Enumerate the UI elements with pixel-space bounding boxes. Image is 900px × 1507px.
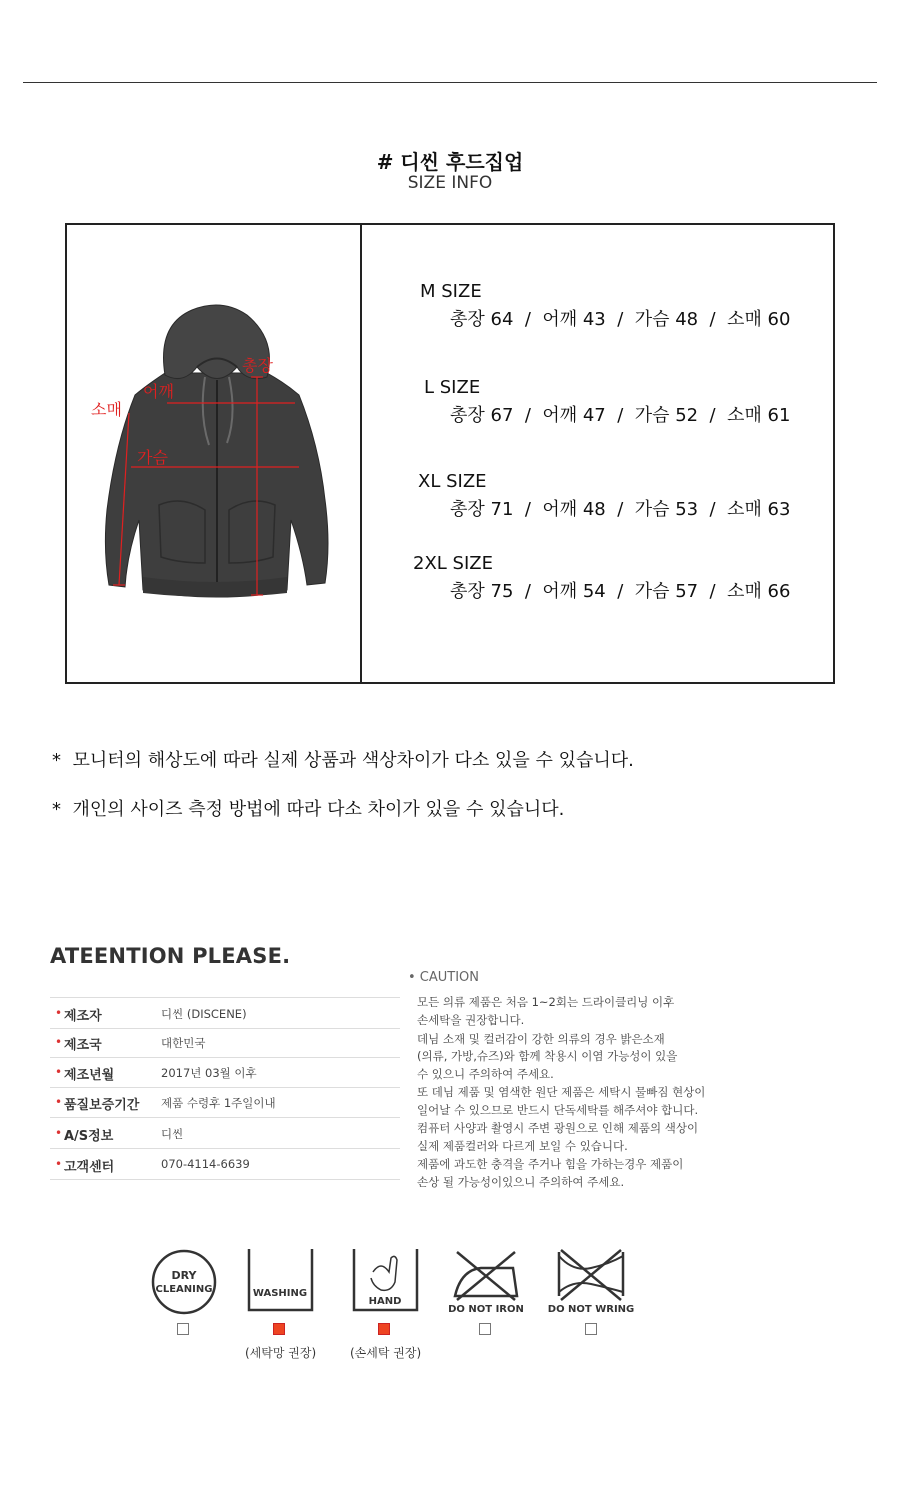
info-value: 070-4114-6639 [161,1157,250,1171]
info-row-customer-center [50,1149,400,1180]
dry-cleaning-icon [148,1246,220,1318]
info-value: 대한민국 [161,1036,206,1050]
info-label: A/S정보 [64,1129,114,1144]
note-monitor: * 모니터의 해상도에 따라 실제 상품과 색상차이가 다소 있을 수 있습니다. [52,750,634,771]
hoodie-diagram [87,295,347,605]
caution-line: 손상 될 가능성이있으니 주의하여 주세요. [417,1175,625,1189]
info-label: 제조국 [64,1038,102,1053]
size-name-l: L SIZE [424,377,481,398]
note-measurement: * 개인의 사이즈 측정 방법에 따라 다소 차이가 있을 수 있습니다. [52,799,565,820]
dry-cleaning-checkbox [177,1323,189,1335]
info-label: 제조자 [64,1009,102,1024]
bullet-icon: • [55,1126,63,1140]
bullet-icon: • [55,1065,63,1079]
info-row-date [50,1057,400,1088]
size-name-2xl: 2XL SIZE [413,553,493,574]
do-not-wring-checkbox [585,1323,597,1335]
size-table [65,223,835,684]
bullet-icon: • [55,1006,63,1020]
bullet-icon: • [55,1095,63,1109]
hand-wash-caption: (손세탁 권장) [350,1346,422,1360]
caution-line: 손세탁을 권장합니다. [417,1013,525,1027]
info-label: 고객센터 [64,1160,115,1175]
chest-label: 가슴 [137,448,168,467]
svg-text:WASHING: WASHING [252,1288,308,1299]
info-row-country [50,1027,400,1058]
bullet-icon: • [55,1157,63,1171]
product-title: # 디씬 후드집업 [376,150,524,174]
section-subtitle: SIZE INFO [407,173,493,193]
size-measurements-l: 총장 67 / 어깨 47 / 가슴 52 / 소매 61 [450,405,791,426]
caution-line: 데님 소재 및 컬러감이 강한 의류의 경우 밝은소재 [417,1032,665,1046]
caution-line: 모든 의류 제품은 처음 1~2회는 드라이클리닝 이후 [417,995,675,1009]
caution-line: 수 있으니 주의하여 주세요. [417,1067,554,1081]
do-not-wring-icon [547,1246,635,1318]
washing-checkbox [273,1323,285,1335]
size-measurements-2xl: 총장 75 / 어깨 54 / 가슴 57 / 소매 66 [450,581,791,602]
info-value: 2017년 03월 이후 [161,1066,257,1080]
info-label: 품질보증기간 [64,1098,140,1113]
info-row-manufacturer [50,997,400,1029]
do-not-iron-icon [448,1246,524,1318]
size-name-xl: XL SIZE [418,471,487,492]
svg-text:HAND: HAND [368,1296,402,1307]
svg-text:DO NOT WRING: DO NOT WRING [547,1304,635,1315]
caution-line: (의류, 가방,슈즈)와 함께 착용시 이염 가능성이 있을 [417,1049,678,1063]
caution-line: 제품에 과도한 충격을 주거나 힘을 가하는경우 제품이 [417,1157,684,1171]
size-name-m: M SIZE [420,281,482,302]
info-row-as [50,1118,400,1149]
hand-wash-icon [351,1246,421,1316]
table-divider [360,225,362,682]
length-label: 총장 [242,356,273,375]
info-value: 디씬 [161,1127,184,1141]
size-measurements-xl: 총장 71 / 어깨 48 / 가슴 53 / 소매 63 [450,499,791,520]
hand-wash-checkbox [378,1323,390,1335]
caution-line: 또 데님 제품 및 염색한 원단 제품은 세탁시 물빠짐 현상이 [417,1085,706,1099]
svg-text:DRY: DRY [171,1269,197,1282]
caution-line: 일어날 수 있으므로 반드시 단독세탁를 해주셔야 합니다. [417,1103,699,1117]
washing-icon [246,1246,316,1316]
sleeve-label: 소매 [91,400,122,419]
info-row-warranty [50,1087,400,1118]
bullet-icon: • [55,1035,63,1049]
info-value: 제품 수령후 1주일이내 [161,1096,276,1110]
washing-caption: (세탁망 권장) [245,1346,317,1360]
info-label: 제조년월 [64,1068,115,1083]
caution-line: 컴퓨터 사양과 촬영시 주변 광원으로 인해 제품의 색상이 [417,1121,699,1135]
caution-heading: • CAUTION [408,970,480,985]
svg-text:CLEANING: CLEANING [155,1284,213,1295]
do-not-iron-checkbox [479,1323,491,1335]
shoulder-label: 어깨 [143,382,174,401]
attention-title: ATEENTION PLEASE. [50,944,291,968]
caution-line: 실제 제품컬러와 다르게 보일 수 있습니다. [417,1139,628,1153]
top-divider [23,82,877,83]
info-value: 디씬 (DISCENE) [161,1007,247,1021]
svg-text:DO NOT IRON: DO NOT IRON [448,1304,524,1315]
size-measurements-m: 총장 64 / 어깨 43 / 가슴 48 / 소매 60 [450,309,791,330]
